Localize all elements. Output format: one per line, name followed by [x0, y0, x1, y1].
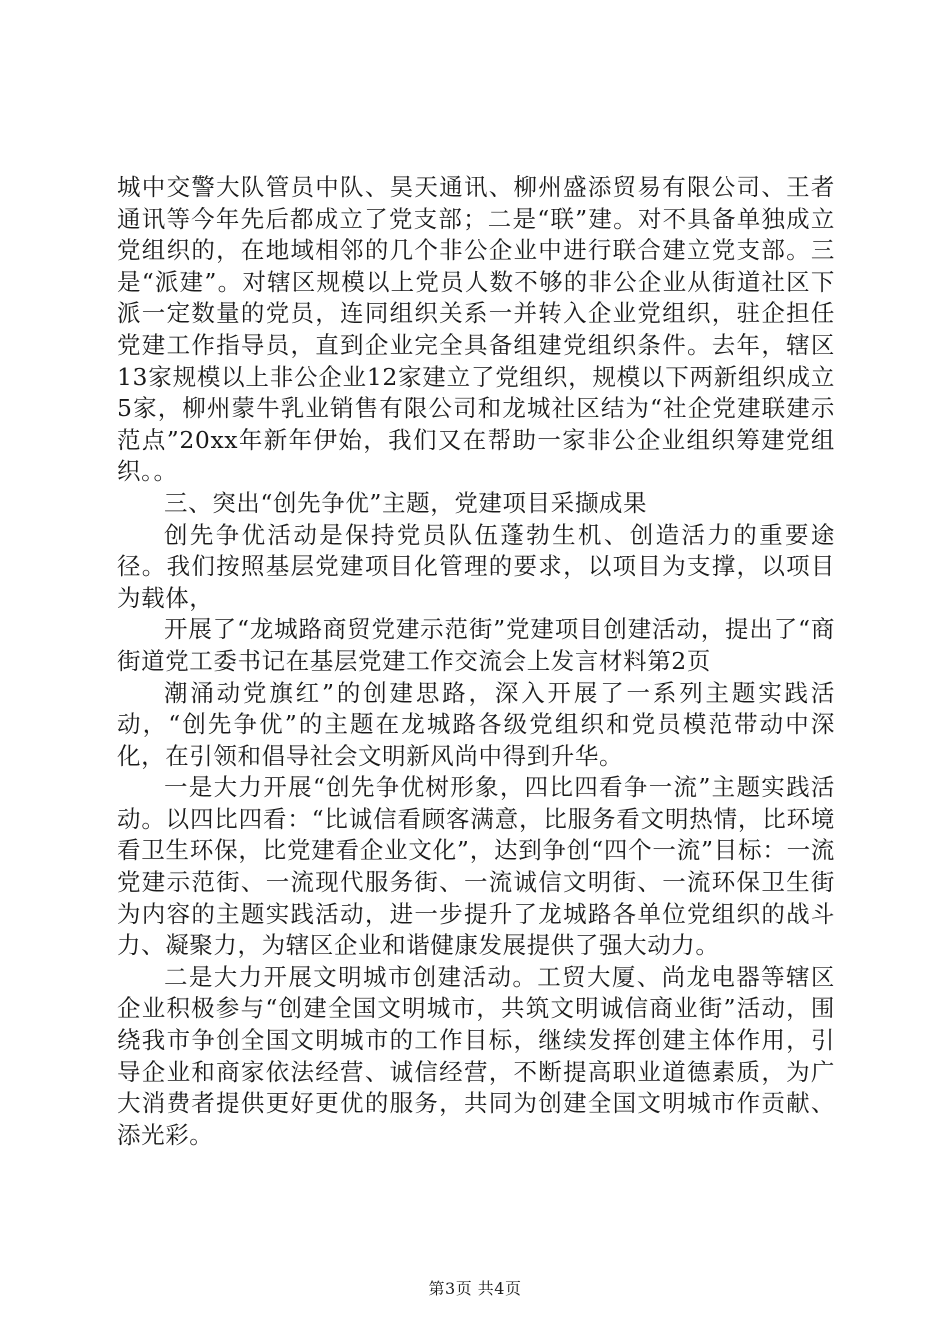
section-heading-3: 三、突出“创先争优”主题，党建项目采撷成果: [164, 488, 648, 517]
paragraph-5: 一是大力开展“创先争优树形象，四比四看争一流”主题实践活动。以四比四看：“比诚信看顾客满意，比服务看文明热情，比环境看卫生环保，比党建看企业文化”，达到争创“四个一流”目标：一流党建示范街、一流现代服务街、一流诚信文明街、一流环保卫生街为内容的主题实践活动，进一步提升了龙城路各单位党组织的战斗力、凝聚力，为辖区企业和谐健康发展提供了强大动力。: [117, 773, 835, 960]
paragraph-1: 城中交警大队管员中队、昊天通讯、柳州盛添贸易有限公司、王者通讯等今年先后都成立了党支部；二是“联”建。对不具备单独成立党组织的，在地域相邻的几个非公企业中进行联合建立党支部。三是“派建”。对辖区规模以上党员人数不够的非公企业从街道社区下派一定数量的党员，连同组织关系一并转入企业党组织，驻企担任党建工作指导员，直到企业完全具备组建党组织条件。去年，辖区13家规模以上非公企业12家建立了党组织，规模以下两新组织成立5家，柳州蒙牛乳业销售有限公司和龙城社区结为“社企党建联建示范点”20xx年新年伊始，我们又在帮助一家非公企业组织筹建党组织。。: [117, 173, 835, 486]
page-footer: 第3页 共4页: [428, 1279, 522, 1298]
paragraph-2: 创先争优活动是保持党员队伍蓬勃生机、创造活力的重要途径。我们按照基层党建项目化管理的要求，以项目为支撑，以项目为载体，: [117, 520, 835, 612]
document-body: [117, 172, 835, 1151]
paragraph-3: 开展了“龙城路商贸党建示范街”党建项目创建活动，提出了“商街道党工委书记在基层党建工作交流会上发言材料第2页: [117, 615, 835, 675]
paragraph-4: 潮涌动党旗红”的创建思路，深入开展了一系列主题实践活动，“创先争优”的主题在龙城路各级党组织和党员模范带动中深化，在引领和倡导社会文明新风尚中得到升华。: [117, 678, 835, 770]
paragraph-6: 二是大力开展文明城市创建活动。工贸大厦、尚龙电器等辖区企业积极参与“创建全国文明城市，共筑文明诚信商业街”活动，围绕我市争创全国文明城市的工作目标，继续发挥创建主体作用，引导企业和商家依法经营、诚信经营，不断提高职业道德素质，为广大消费者提供更好更优的服务，共同为创建全国文明城市作贡献、添光彩。: [117, 962, 835, 1149]
